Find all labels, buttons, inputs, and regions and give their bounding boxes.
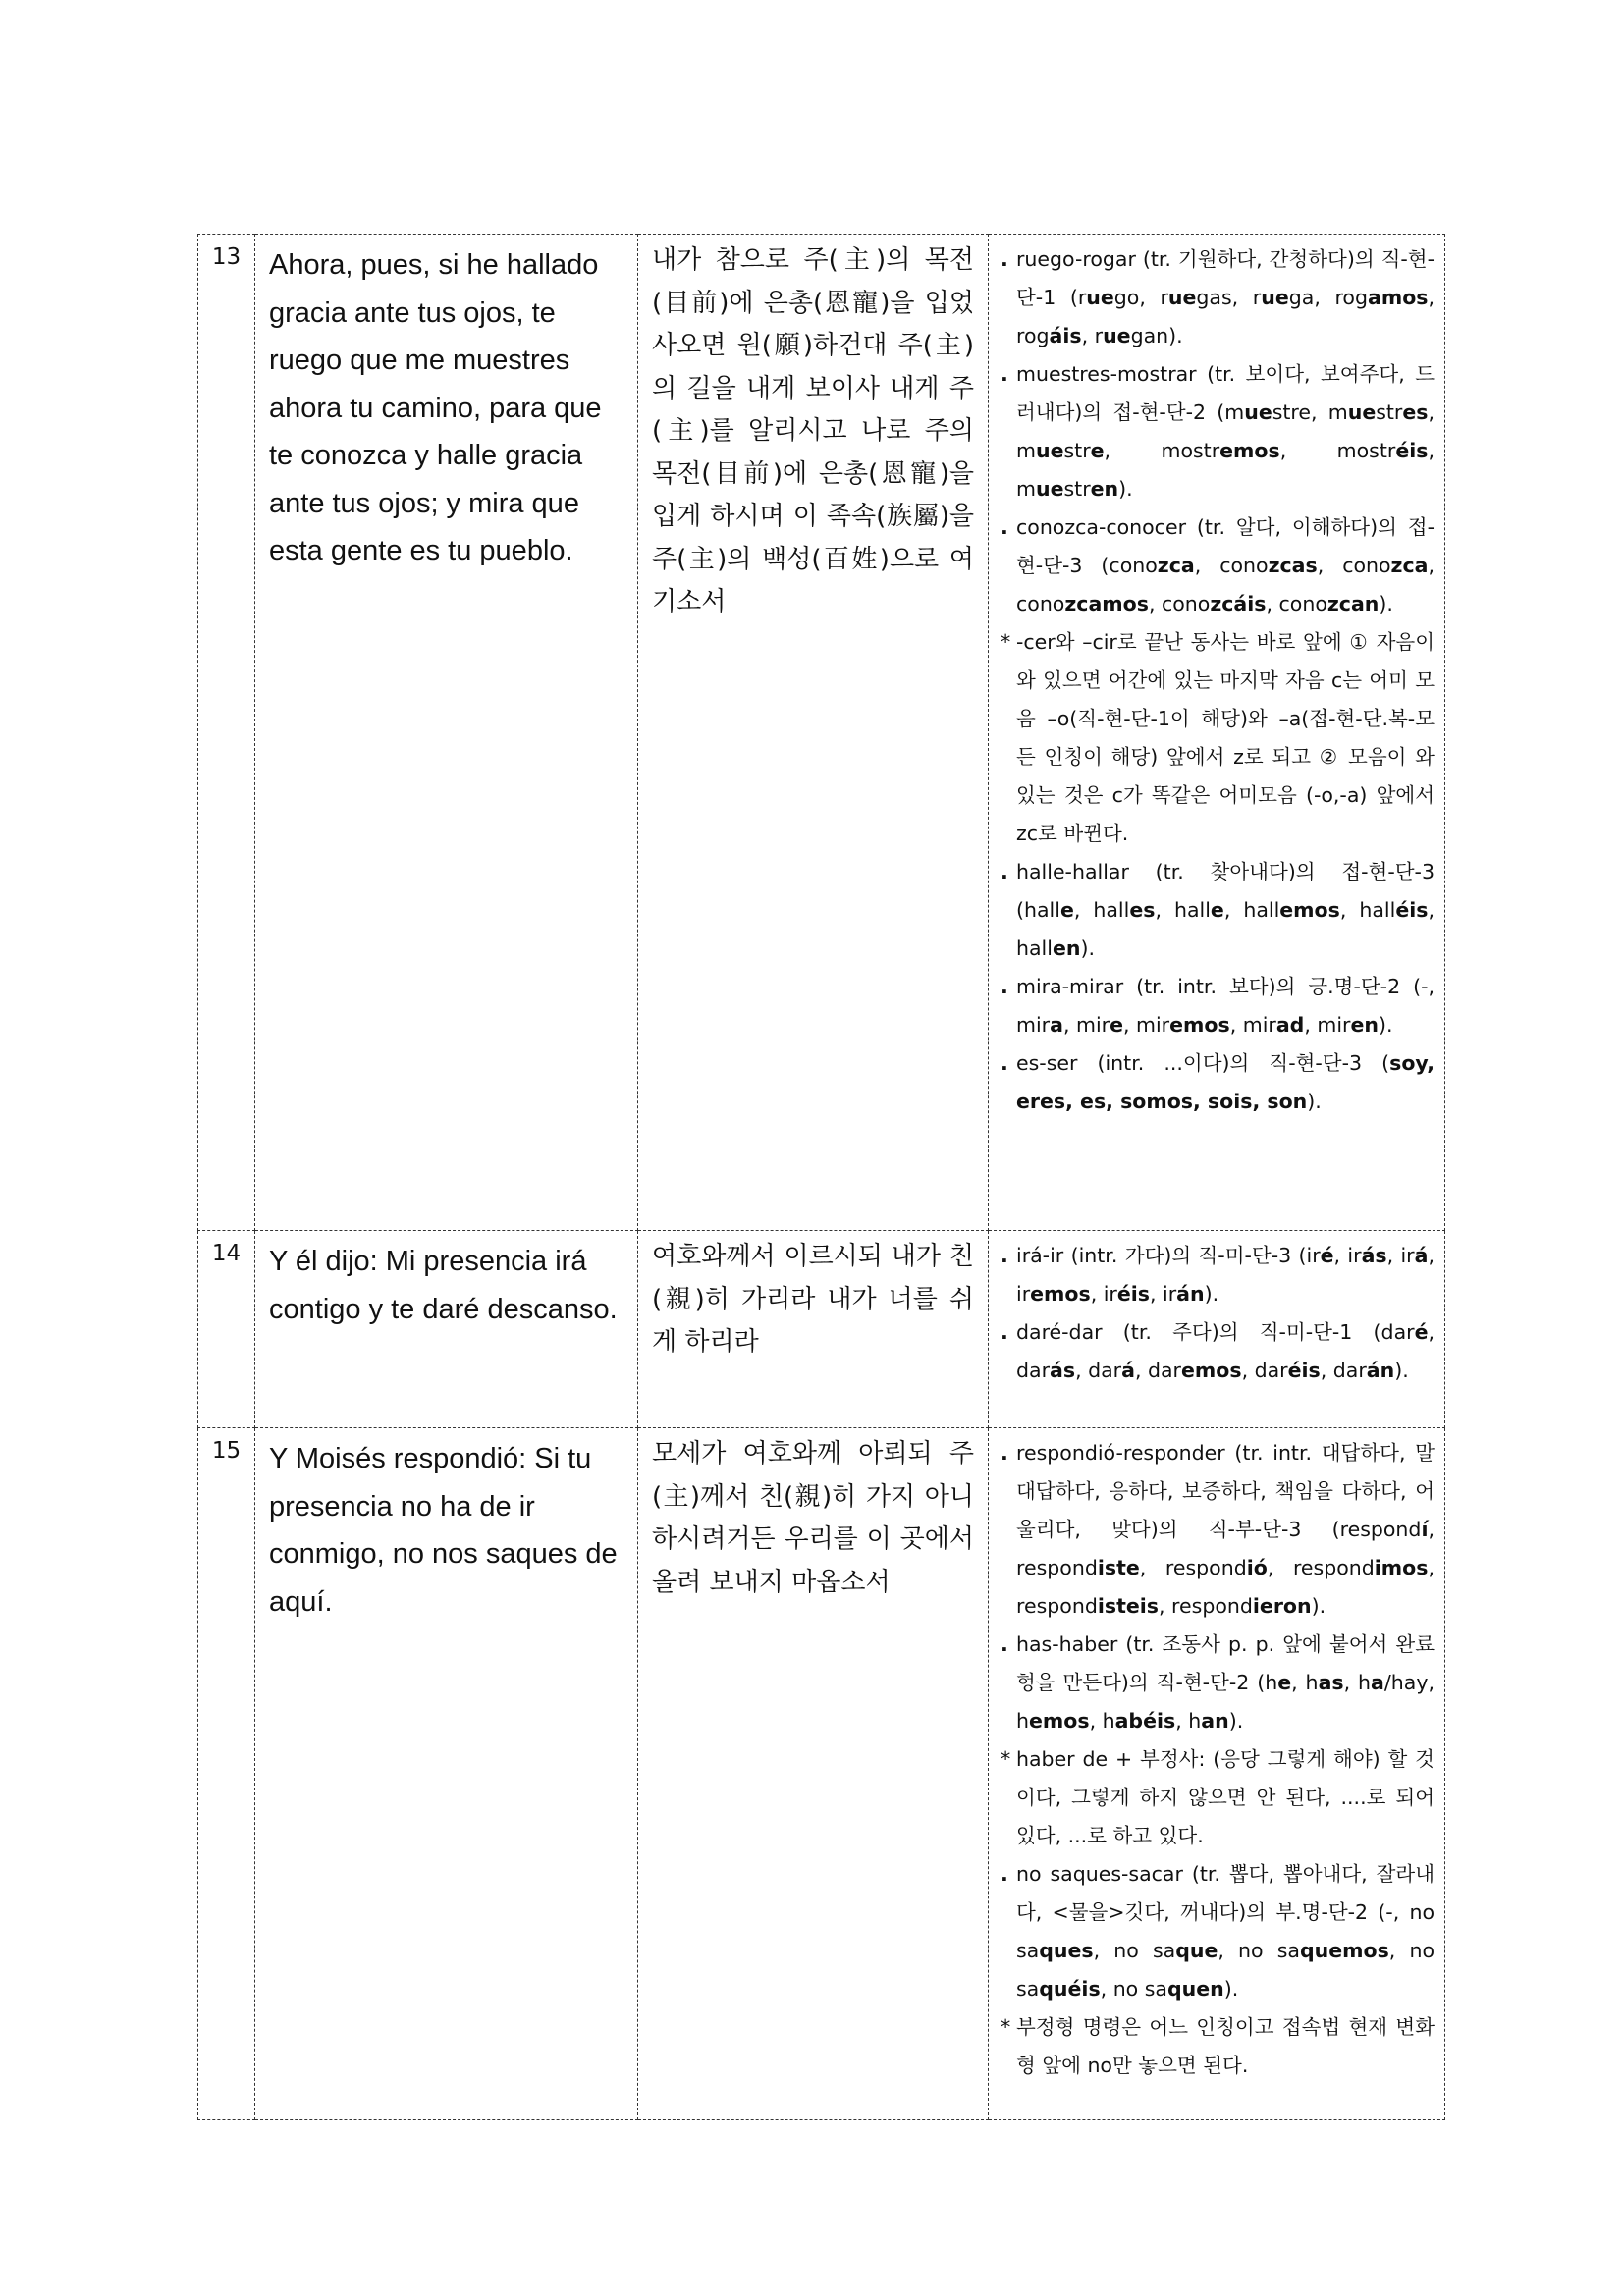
verse-row xyxy=(198,1231,1445,1428)
note-text: , cono xyxy=(1317,554,1391,577)
note-text: , respond xyxy=(1159,1594,1253,1618)
verb-ending: zcáis xyxy=(1210,592,1267,615)
note-text: muestres-mostrar (tr. 보이다, 보여주다, 드러내다)의 접-현-단-2 (m xyxy=(1016,362,1435,424)
verb-ending: quéis xyxy=(1039,1977,1101,2001)
note-text: , dar xyxy=(1241,1359,1288,1382)
verb-ending: ue xyxy=(1244,400,1272,424)
verb-ending: ue xyxy=(1035,477,1064,501)
note-text: , rog xyxy=(1016,286,1435,347)
verb-ending: e xyxy=(1110,1013,1123,1037)
verb-ending: é xyxy=(1320,1244,1334,1267)
note-text: , ir xyxy=(1150,1282,1177,1306)
asterisk-marker: * xyxy=(1001,1747,1011,1771)
note-text: ). xyxy=(1228,1709,1244,1733)
verb-ending: a xyxy=(1371,1671,1384,1694)
bullet-marker: . xyxy=(1001,975,1008,998)
note-text: , cono xyxy=(1148,592,1211,615)
verb-ending: éis xyxy=(1395,898,1429,922)
note-text: daré-dar (tr. 주다)의 직-미-단-1 (dar xyxy=(1016,1320,1415,1344)
grammar-note xyxy=(1001,968,1435,1044)
note-text: respondió-responder (tr. intr. 대답하다, 말대답하다, 응하다, 보증하다, 책임을 다하다, 어울리다, 맞다)의 직-부-단-3 (respond xyxy=(1016,1441,1435,1541)
grammar-note xyxy=(1001,508,1435,623)
bullet-marker: . xyxy=(1001,1051,1008,1075)
note-text: ruego-rogar (tr. 기원하다, 간청하다)의 직-현-단-1 (r xyxy=(1016,247,1435,309)
verb-ending: zcamos xyxy=(1064,592,1149,615)
grammar-note xyxy=(1001,1313,1435,1390)
verb-ending: iste xyxy=(1097,1556,1140,1579)
korean-text: 여호와께서 이르시되 내가 친(親)히 가리라 내가 너를 쉬게 하리라 xyxy=(638,1231,989,1428)
verb-ending: e xyxy=(1059,898,1074,922)
grammar-note xyxy=(1001,1855,1435,2008)
note-text: ). xyxy=(1378,1013,1393,1037)
note-text: -cer와 –cir로 끝난 동사는 바로 앞에 ① 자음이 와 있으면 어간에 있는 마지막 자음 c는 어미 모음 –o(직-현-단-1이 해당)와 –a(접-현-단.복-모든 인칭이 해당) 앞에서 z로 되고 ② 모음이 와 있는 것은 c가 똑같은 어미모음 (-o,-a) 앞에서 zc로 바뀐다. xyxy=(1016,630,1435,845)
bullet-marker: . xyxy=(1001,1320,1008,1344)
verb-ending: soy, eres, es, somos, sois, son xyxy=(1016,1051,1435,1113)
grammar-notes xyxy=(989,1231,1445,1428)
note-text: str xyxy=(1063,439,1091,462)
spanish-text: Y Moisés respondió: Si tu presencia no ha de ir conmigo, no nos saques de aquí. xyxy=(255,1428,638,2120)
bullet-marker: . xyxy=(1001,1862,1008,1886)
note-text: , hall xyxy=(1223,898,1280,922)
verb-ending: éis xyxy=(1116,1282,1150,1306)
grammar-remark xyxy=(1001,623,1435,853)
verb-ending: án xyxy=(1366,1359,1395,1382)
note-text: , dar xyxy=(1016,1320,1435,1382)
note-text: no saques-sacar (tr. 뽑다, 뽑아내다, 잘라내다, <물을>깃다, 꺼내다)의 부.명-단-2 (-, no sa xyxy=(1016,1862,1435,1962)
verb-ending: emos xyxy=(1279,898,1340,922)
verb-ending: e xyxy=(1277,1671,1292,1694)
verb-ending: zca xyxy=(1157,554,1195,577)
note-text: , mostr xyxy=(1279,439,1396,462)
note-text: , ir xyxy=(1090,1282,1117,1306)
note-text: , cono xyxy=(1194,554,1269,577)
note-text: ). xyxy=(1311,1594,1326,1618)
spanish-text: Ahora, pues, si he hallado gracia ante tus ojos, te ruego que me muestres ahora tu camino, para que te conozca y halle gracia ante tus ojos; y mira que esta gente es tu pueblo. xyxy=(255,235,638,1231)
verb-ending: áis xyxy=(1049,324,1082,347)
verb-ending: emos xyxy=(1169,1013,1230,1037)
note-text: ). xyxy=(1118,477,1133,501)
verb-ending: ad xyxy=(1275,1013,1305,1037)
verb-ending: ieron xyxy=(1252,1594,1312,1618)
grammar-note xyxy=(1001,1626,1435,1740)
note-text: haber de + 부정사: (응당 그렇게 해야) 할 것이다, 그렇게 하지 않으면 안 된다, ....로 되어 있다, ...로 하고 있다. xyxy=(1016,1747,1435,1847)
verse-row xyxy=(198,235,1445,1231)
note-text: , m xyxy=(1016,400,1435,462)
note-text: , h xyxy=(1291,1671,1319,1694)
verb-ending: emos xyxy=(1181,1359,1242,1382)
note-text: conozca-conocer (tr. 알다, 이해하다)의 접-현-단-3 (cono xyxy=(1016,515,1435,577)
note-text: , hall xyxy=(1339,898,1396,922)
verb-ending: quemos xyxy=(1299,1939,1389,1962)
verb-ending: emos xyxy=(1030,1282,1091,1306)
verb-ending: isteis xyxy=(1097,1594,1160,1618)
verb-ending: an xyxy=(1201,1709,1229,1733)
verse-table xyxy=(197,234,1445,2120)
grammar-remark xyxy=(1001,2008,1435,2085)
note-text: halle-hallar (tr. 찾아내다)의 접-현-단-3 (hall xyxy=(1016,860,1435,922)
note-text: , hall xyxy=(1155,898,1211,922)
note-text: , r xyxy=(1081,324,1104,347)
grammar-note xyxy=(1001,1237,1435,1313)
grammar-note xyxy=(1001,1434,1435,1626)
korean-text: 모세가 여호와께 아뢰되 주(主)께서 친(親)히 가지 아니하시려거든 우리를 이 곳에서 올려 보내지 마옵소서 xyxy=(638,1428,989,2120)
note-text: mira-mirar (tr. intr. 보다)의 긍.명-단-2 (-, mir xyxy=(1016,975,1435,1037)
bullet-marker: . xyxy=(1001,515,1008,539)
verb-ending: e xyxy=(1210,898,1224,922)
note-text: , mir xyxy=(1229,1013,1276,1037)
note-text: , hall xyxy=(1073,898,1130,922)
note-text: stre, m xyxy=(1272,400,1348,424)
verb-ending: éis xyxy=(1287,1359,1321,1382)
verb-ending: ue xyxy=(1035,439,1064,462)
note-text: , dar xyxy=(1320,1359,1367,1382)
verb-ending: en xyxy=(1090,477,1119,501)
verb-ending: en xyxy=(1350,1013,1379,1037)
verb-ending: ue xyxy=(1103,324,1131,347)
note-text: , no sa xyxy=(1016,1939,1435,2001)
note-text: , ir xyxy=(1333,1244,1362,1267)
verb-ending: ue xyxy=(1261,286,1289,309)
bullet-marker: . xyxy=(1001,1632,1008,1656)
grammar-notes xyxy=(989,1428,1445,2120)
verb-ending: es xyxy=(1402,400,1429,424)
verb-ending: éis xyxy=(1395,439,1429,462)
note-text: str xyxy=(1376,400,1403,424)
bullet-marker: . xyxy=(1001,860,1008,883)
verb-ending: que xyxy=(1175,1939,1218,1962)
note-text: gan). xyxy=(1130,324,1183,347)
note-text: has-haber (tr. 조동사 p. p. 앞에 붙어서 완료형을 만든다)의 직-현-단-2 (h xyxy=(1016,1632,1435,1694)
verb-ending: zcas xyxy=(1268,554,1318,577)
note-text: , h xyxy=(1343,1671,1372,1694)
note-text: , dar xyxy=(1134,1359,1181,1382)
note-text: irá-ir (intr. 가다)의 직-미-단-3 (ir xyxy=(1016,1244,1321,1267)
note-text: , dar xyxy=(1075,1359,1122,1382)
verb-ending: á xyxy=(1414,1244,1429,1267)
bullet-marker: . xyxy=(1001,1441,1008,1465)
note-text: , mir xyxy=(1062,1013,1110,1037)
verb-ending: ue xyxy=(1167,286,1197,309)
korean-text: 내가 참으로 주(主)의 목전(目前)에 은총(恩寵)을 입었사오면 원(願)하건대 주(主)의 길을 내게 보이사 내게 주(主)를 알리시고 나로 주의 목전(目前)에 은총(恩寵)을 입게 하시며 이 족속(族屬)을 주(主)의 백성(百姓)으로 여기소서 xyxy=(638,235,989,1231)
note-text: , no sa xyxy=(1093,1939,1176,1962)
verb-ending: ue xyxy=(1086,286,1114,309)
note-text: go, r xyxy=(1113,286,1168,309)
note-text: , respond xyxy=(1016,1556,1435,1618)
note-text: , ir xyxy=(1016,1244,1435,1306)
note-text: , no sa xyxy=(1100,1977,1167,2001)
note-text: , cono xyxy=(1266,592,1327,615)
note-text: , m xyxy=(1016,439,1435,501)
note-text: str xyxy=(1063,477,1091,501)
verse-number: 13 xyxy=(198,235,255,1231)
verb-ending: e xyxy=(1090,439,1105,462)
verb-ending: ás xyxy=(1361,1244,1387,1267)
verb-ending: en xyxy=(1052,936,1081,960)
verb-ending: ás xyxy=(1050,1359,1076,1382)
verb-ending: quen xyxy=(1166,1977,1224,2001)
note-text: ). xyxy=(1379,592,1393,615)
note-text: , mir xyxy=(1304,1013,1351,1037)
bullet-marker: . xyxy=(1001,362,1008,386)
note-text: , respond xyxy=(1139,1556,1247,1579)
verb-ending: í xyxy=(1421,1518,1429,1541)
note-text: ga, rog xyxy=(1288,286,1368,309)
note-text: , respond xyxy=(1016,1518,1435,1579)
verb-ending: as xyxy=(1318,1671,1344,1694)
note-text: es-ser (intr. ...이다)의 직-현-단-3 ( xyxy=(1016,1051,1390,1075)
grammar-notes xyxy=(989,235,1445,1231)
note-text: ). xyxy=(1223,1977,1239,2001)
bullet-marker: . xyxy=(1001,247,1008,271)
verse-number: 15 xyxy=(198,1428,255,2120)
grammar-note xyxy=(1001,1044,1435,1121)
note-text: ). xyxy=(1394,1359,1409,1382)
asterisk-marker: * xyxy=(1001,630,1011,654)
grammar-note xyxy=(1001,355,1435,508)
bullet-marker: . xyxy=(1001,1244,1008,1267)
verb-ending: zca xyxy=(1390,554,1429,577)
asterisk-marker: * xyxy=(1001,2015,1011,2039)
verb-ending: á xyxy=(1121,1359,1135,1382)
note-text: , h xyxy=(1089,1709,1115,1733)
spanish-text: Y él dijo: Mi presencia irá contigo y te daré descanso. xyxy=(255,1231,638,1428)
verb-ending: é xyxy=(1414,1320,1429,1344)
grammar-note xyxy=(1001,240,1435,355)
note-text: , mir xyxy=(1122,1013,1170,1037)
grammar-remark xyxy=(1001,1740,1435,1855)
verse-row xyxy=(198,1428,1445,2120)
verb-ending: zcan xyxy=(1326,592,1380,615)
verb-ending: emos xyxy=(1219,439,1280,462)
note-text: 부정형 명령은 어느 인칭이고 접속법 현재 변화형 앞에 no만 놓으면 된다. xyxy=(1016,2015,1435,2077)
note-text: ). xyxy=(1307,1090,1322,1113)
note-text: /hay, h xyxy=(1016,1671,1435,1733)
verse-number: 14 xyxy=(198,1231,255,1428)
verb-ending: ue xyxy=(1347,400,1377,424)
note-text: , no sa xyxy=(1218,1939,1300,1962)
verb-ending: amos xyxy=(1368,286,1429,309)
verb-ending: es xyxy=(1129,898,1156,922)
verb-ending: abéis xyxy=(1114,1709,1176,1733)
note-text: gas, r xyxy=(1196,286,1262,309)
note-text: , ir xyxy=(1386,1244,1415,1267)
verb-ending: ques xyxy=(1039,1939,1094,1962)
note-text: , hall xyxy=(1016,898,1435,960)
note-text: , h xyxy=(1175,1709,1202,1733)
note-text: , respond xyxy=(1267,1556,1375,1579)
note-text: ). xyxy=(1080,936,1095,960)
verb-ending: a xyxy=(1050,1013,1063,1037)
verb-ending: ió xyxy=(1246,1556,1268,1579)
verb-ending: án xyxy=(1176,1282,1205,1306)
note-text: ). xyxy=(1204,1282,1219,1306)
note-text: , mostr xyxy=(1104,439,1220,462)
grammar-note xyxy=(1001,853,1435,968)
note-text: , cono xyxy=(1016,554,1435,615)
verb-ending: emos xyxy=(1029,1709,1090,1733)
verb-ending: imos xyxy=(1374,1556,1429,1579)
